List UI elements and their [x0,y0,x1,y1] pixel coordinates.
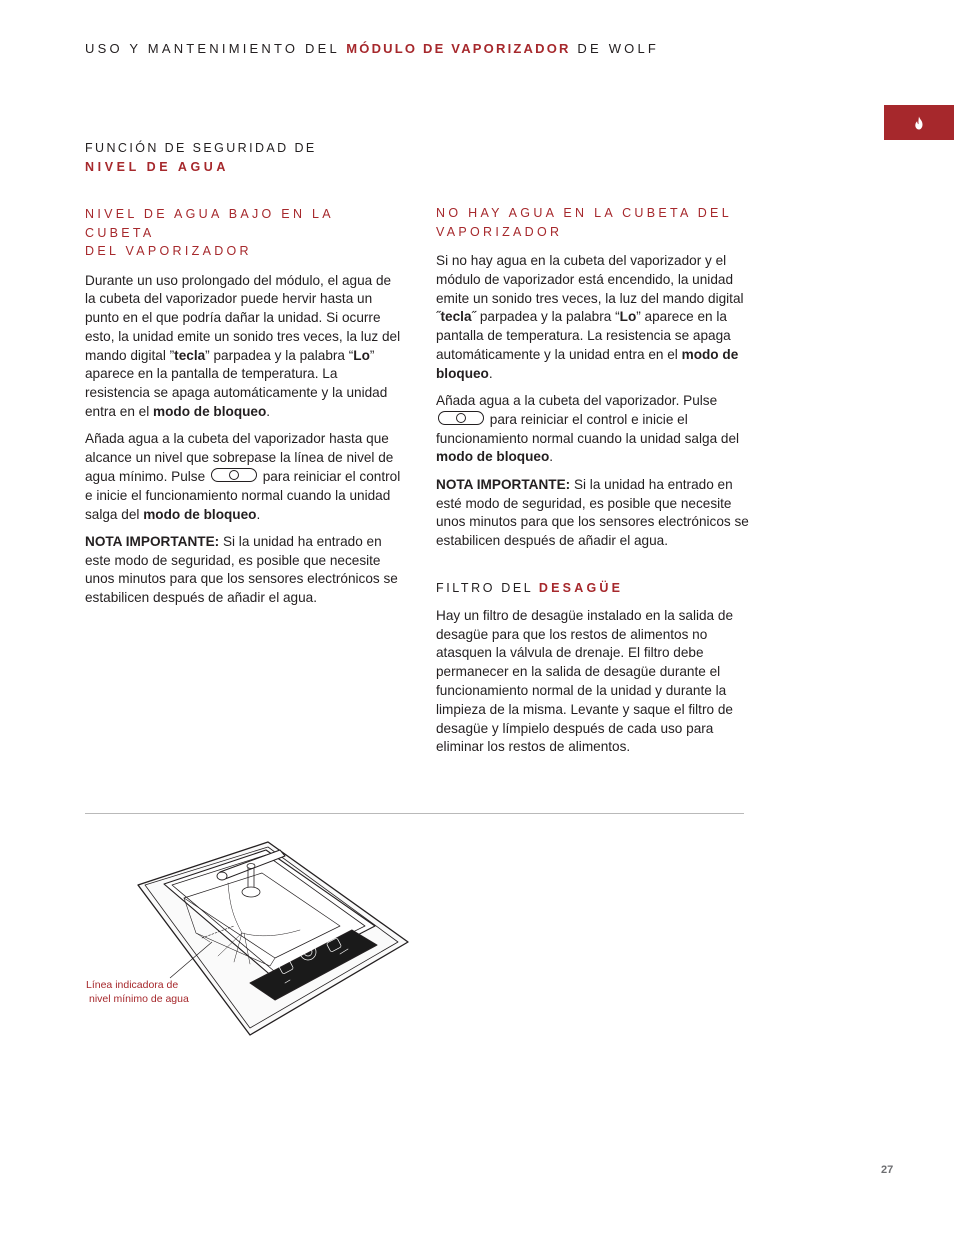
left-subheading [85,205,403,261]
caption-line2: nivel mínimo de agua [89,992,189,1005]
section-divider [85,813,744,814]
illustration-caption [86,979,189,1006]
right-paragraph-1: Si no hay agua en la cubeta del vaporizador y el módulo de vaporizador está encendido, la unidad emite un sonido tres veces, la luz del mando digital ˝tecla˝ parpadea y la palabra “Lo” aparece en la pantalla de temperatura. La resistencia se apaga automáticamente y la unidad entra en el modo de bloqueo. [436,253,744,381]
left-column [85,205,403,617]
header-suffix: DE WOLF [570,41,660,56]
page-header [85,41,659,56]
left-subheading-line1: NIVEL DE AGUA BAJO EN LA CUBETA [85,207,334,240]
section-title [85,139,317,177]
header-prefix: USO Y MANTENIMIENTO DEL [85,41,347,56]
right-paragraph-2: Añada agua a la cubeta del vaporizador. Pulse para reiniciar el control e inicie el funcionamiento normal cuando la unidad salga del modo de bloqueo. [436,393,740,465]
filter-subheading: FILTRO DEL DESAGÜE [436,580,624,595]
right-note: NOTA IMPORTANTE: Si la unidad ha entrado en esté modo de seguridad, es posible que necesite unos minutos para que los sensores electrónicos se estabilicen después de añadir el agua. [436,476,749,549]
header-highlight: MÓDULO DE VAPORIZADOR [346,41,571,56]
right-subheading [436,204,754,241]
left-note: NOTA IMPORTANTE: Si la unidad ha entrado en este modo de seguridad, es posible que necesite unos minutos para que los sensores electrónicos se estabilicen después de añadir el agua. [85,533,398,606]
section-title-line1: FUNCIÓN DE SEGURIDAD DE [85,141,317,155]
steamer-module-illustration [130,838,415,1038]
steam-button-icon [211,468,257,482]
section-tab [884,105,954,140]
left-paragraph-1: Durante un uso prolongado del módulo, el agua de la cubeta del vaporizador puede hervir hasta un punto en el que podría dañar la unidad. Si ocurre esto, la unidad emite un sonido tres veces, la luz del mando digital ”tecla” parpadea y la palabra “Lo” aparece en la pantalla de temperatura. La resistencia se apaga automáticamente y la unidad entra en el modo de bloqueo. [85,272,401,420]
caption-line1: Línea indicadora de [86,979,179,991]
page-number: 27 [881,1164,894,1176]
right-column [436,204,754,766]
steam-button-icon [438,411,484,425]
flame-icon [913,116,925,130]
filter-paragraph: Hay un filtro de desagüe instalado en la salida de desagüe para que los restos de alimentos no atasquen la válvula de drenaje. El filtro debe permanecer en la salida de desagüe durante el funcionamiento normal de la unidad y durante la limpieza de la misma. Levante y saque el filtro de desagüe y límpielo después de cada uso para eliminar los restos de alimentos. [436,607,733,755]
section-title-line2: NIVEL DE AGUA [85,160,230,174]
right-subheading-line1: NO HAY AGUA EN LA CUBETA DEL [436,206,732,220]
left-subheading-line2: DEL VAPORIZADOR [85,244,252,258]
left-paragraph-2: Añada agua a la cubeta del vaporizador hasta que alcance un nivel que sobrepase la línea de nivel de agua mínimo. Pulse para reiniciar el control e inicie el funcionamiento normal cuando la unidad salga del modo de bloqueo. [85,431,401,522]
right-subheading-line2: VAPORIZADOR [436,224,563,239]
